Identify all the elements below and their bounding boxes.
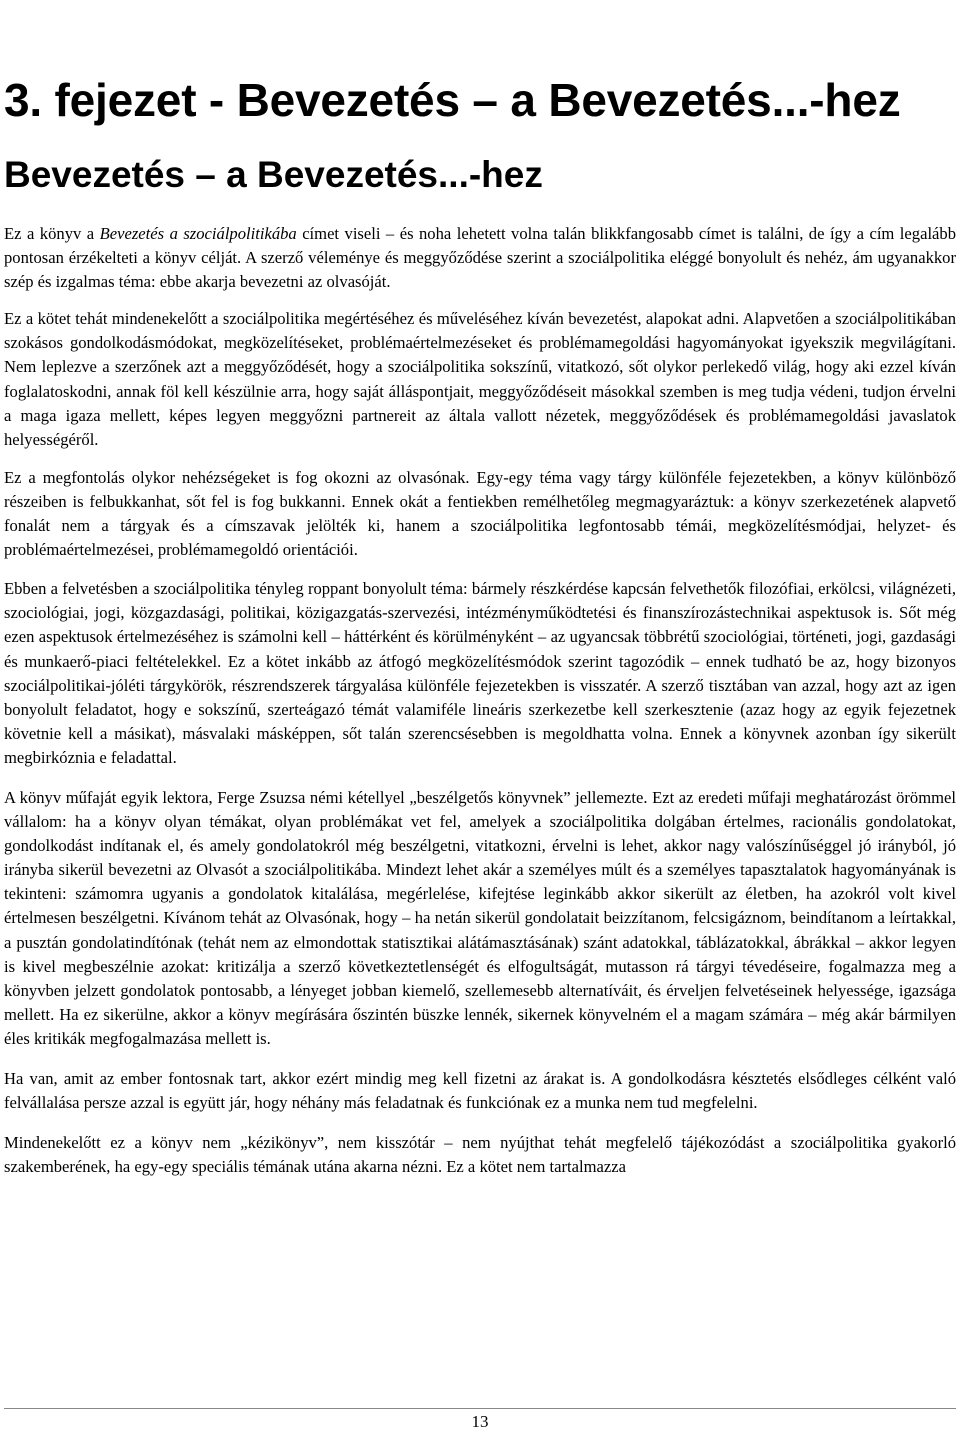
footer-divider [4,1408,956,1409]
paragraph-4: Ebben a felvetésben a szociálpolitika tényleg roppant bonyolult téma: bármely részkérdése kapcsán felvethetők filozófiai, erkölcsi, világnézeti, szociológiai, jogi, közgazdasági, politikai, közigazgatás-szervezési, intézményműködtetési és finanszírozástechnikai aspektusok is. Sőt még ezen aspektusok értelmezéséhez is számolni kell – háttérként és körülményként – az ugyancsak többrétű szociológiai, történeti, jogi, gazdasági és munkaerő-piaci feltételekkel. Ez a kötet inkább az átfogó megközelítésmódok szerint tagozódik – ennek tudható be az, hogy bizonyos szociálpolitikai-jóléti tárgykörök, részrendszerek tárgyalása különféle fejezetekben is visszatér. A szerző tisztában van azzal, hogy azt az igen bonyolult feladatot, hogy e sokszínű, szerteágazó témát valamiféle lineáris szerkezetbe kell szerkesztenie (azaz hogy az egyik fejezetnek követnie kell a másikat), másvalaki másképpen, sőt talán szerencsésebben is megoldhatta volna. Ennek a könyvnek azonban így sikerült megbirkóznia e feladattal. [4,579,956,767]
paragraph-1 [4,222,956,294]
chapter-title: 3. fejezet - Bevezetés – a Bevezetés...-hez [4,74,901,126]
section-title: Bevezetés – a Bevezetés...-hez [4,154,543,195]
page-number: 13 [471,1412,489,1431]
book-title-italic: Bevezetés a szociálpolitikába [99,224,297,243]
body-text [4,222,956,1190]
paragraph-1-lead: Ez a könyv a [4,224,100,243]
paragraph-6: Ha van, amit az ember fontosnak tart, akkor ezért mindig meg kell fizetni az árakat is. A gondolkodásra késztetés elsődleges célként való felvállalása persze azzal is együtt jár, hogy néhány más feladatnak és funkciónak ez a munka nem tud megfelelni. [4,1069,956,1113]
paragraph-7: Mindenekelőtt ez a könyv nem „kézikönyv”, nem kisszótár – nem nyújthat tehát megfelelő tájékozódást a szociálpolitika gyakorló szakemberének, ha egy-egy speciális témának utána akarna nézni. Ez a kötet nem tartalmazza [4,1133,956,1177]
paragraph-1-rest: címet viseli – és noha lehetett volna talán blikkfangosabb címet is találni, de így a cím legalább pontosan érzékelteti a könyv célját. A szerző véleménye és meggyőződése szerint a szociálpolitika eléggé bonyolult és nehéz, ám ugyanakkor szép és izgalmas téma: ebbe akarja bevezetni az olvasóját. [4,224,957,292]
paragraph-5: A könyv műfaját egyik lektora, Ferge Zsuzsa némi kétellyel „beszélgetős könyvnek” jellemezte. Ezt az eredeti műfaji meghatározást örömmel vállalom: ha a könyv olyan témákat, olyan problémákat vet fel, amelyek a szociálpolitika dolgában értelmes, racionális gondolatokat, gondolkodást indítanak el, és amely gondolatokról még beszélgetni, vitatkozni, érvelni is lehet, akkor nagy valószínűséggel jó irányból, jó irányba sikerül bevezetni az Olvasót a szociálpolitikába. Mindezt lehet akár a személyes múlt és a személyes tapasztalatok hagyományának is tekinteni: számomra ugyanis a gondolatok kitalálása, megérlelése, kifejtése leginkább akkor sikerült az életben, ha azokról volt kivel értelmesen beszélgetni. Kívánom tehát az Olvasónak, hogy – ha netán sikerül gondolatait beizzítanom, felcsigáznom, beindítanom a leírtakkal, a pusztán gondolatindítónak (tehát nem az elmondottak statisztikai alátámasztásának) szánt adatokkal, táblázatokkal, ábrákkal – akkor legyen is kivel megbeszélnie azokat: kritizálja a szerző következtetlenségét és elfogultságát, mutasson rá tárgyi tévedéseire, fogalmazza meg a könyvben jelzett gondolatok pontosabb, a lényeget jobban kiemelő, szellemesebb alternatíváit, és érveljen felvetéseinek helyessége, igazsága mellett. Ha ez sikerülne, akkor a könyv megírására őszintén büszke lennék, sikernek könyvelném el a magam számára – még akár bármilyen éles kritikák megfogalmazása mellett is. [4,787,956,1048]
paragraph-2: Ez a kötet tehát mindenekelőtt a szociálpolitika megértéséhez és műveléséhez kíván bevezetést, alapokat adni. Alapvetően a szociálpolitikában szokásos gondolkodásmódokat, megközelítéseket, problémaértelmezéseket és problémamegoldási hagyományokat igyekszik megvilágítani. Nem leplezve a szerzőnek azt a meggyőződését, hogy a szociálpolitika sokszínű, vitatkozó, sőt olykor perlekedő világ, hogy aki ezzel kíván foglalatoskodni, annak föl kell készülnie arra, hogy saját álláspontjait, meggyőződéseit másokkal szemben is meg tudja védeni, tudjon érvelni a maga igaza mellett, képes legyen meggyőzni partnereit az általa vallott nézetek, meggyőződések és problémamegoldási javaslatok helyességéről. [4,309,956,449]
paragraph-3: Ez a megfontolás olykor nehézségeket is fog okozni az olvasónak. Egy-egy téma vagy tárgy különféle fejezetekben, a könyv különböző részeiben is felbukkanhat, sőt fel is fog bukkanni. Ennek okát a fentiekben remélhetőleg megmagyaráztuk: a könyv szerkezetének alapvető fonalát nem a tárgyak és a címszavak jelölték ki, hanem a szociálpolitika legfontosabb témái, megközelítésmódjai, helyzet- és problémaértelmezései, problémamegoldó orientációi. [4,467,956,560]
